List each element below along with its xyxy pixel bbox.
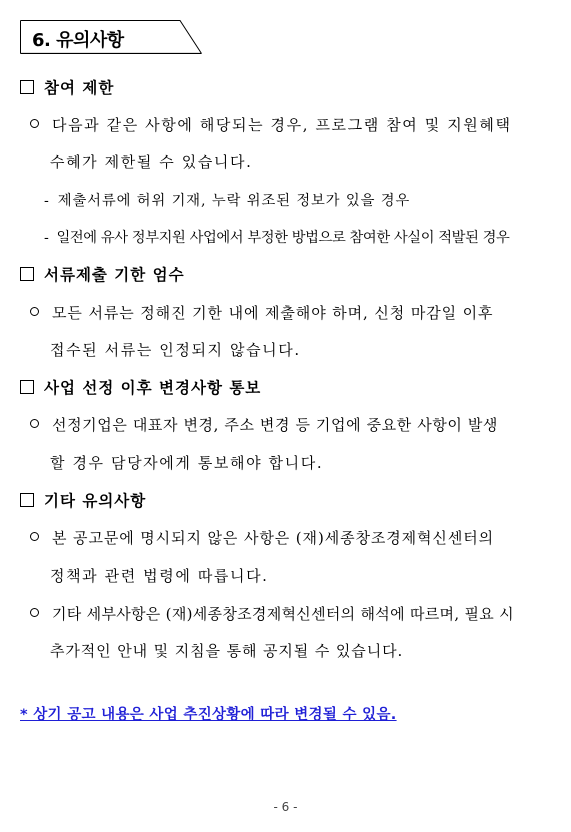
bullet-continuation: 할 경우 담당자에게 통보해야 합니다. bbox=[50, 454, 324, 472]
page-title: 6. 유의사항 bbox=[32, 30, 124, 51]
section-heading-participation-limit bbox=[20, 76, 114, 98]
page-number: - 6 - bbox=[273, 800, 298, 814]
dash-item bbox=[44, 227, 509, 247]
dash-bullet: - bbox=[44, 193, 50, 209]
bullet-continuation: 추가적인 안내 및 지침을 통해 공지될 수 있습니다. bbox=[50, 642, 404, 660]
section-heading-change-notice bbox=[20, 376, 261, 398]
bullet-text: 모든 서류는 정해진 기한 내에 제출해야 하며, 신청 마감일 이후 bbox=[52, 304, 494, 322]
dash-bullet: - bbox=[44, 230, 49, 246]
bullet-continuation: 접수된 서류는 인정되지 않습니다. bbox=[50, 341, 301, 359]
checkbox-square-icon bbox=[20, 493, 34, 507]
dash-text: 제출서류에 허위 기재, 누락 위조된 정보가 있을 경우 bbox=[57, 193, 411, 209]
section-heading-text: 기타 유의사항 bbox=[44, 491, 147, 510]
checkbox-square-icon bbox=[20, 380, 34, 394]
change-notice: * 상기 공고 내용은 사업 추진상황에 따라 변경될 수 있음. bbox=[20, 707, 397, 723]
circle-bullet-icon bbox=[30, 608, 39, 617]
section-heading-text: 서류제출 기한 엄수 bbox=[44, 265, 185, 284]
section-heading-deadline bbox=[20, 263, 185, 285]
dash-item bbox=[44, 190, 410, 210]
list-item bbox=[30, 527, 494, 548]
circle-bullet-icon bbox=[30, 532, 39, 541]
bullet-text: 본 공고문에 명시되지 않은 사항은 (재)세종창조경제혁신센터의 bbox=[52, 529, 494, 547]
bullet-continuation: 정책과 관련 법령에 따릅니다. bbox=[50, 567, 269, 585]
list-item bbox=[30, 114, 512, 135]
section-heading-text: 참여 제한 bbox=[44, 78, 115, 97]
section-heading-other-notes bbox=[20, 489, 146, 511]
circle-bullet-icon bbox=[30, 307, 39, 316]
list-item bbox=[30, 414, 498, 435]
bullet-continuation: 수혜가 제한될 수 있습니다. bbox=[50, 153, 253, 171]
dash-text: 일전에 유사 정부지원 사업에서 부정한 방법으로 참여한 사실이 적발된 경우 bbox=[56, 230, 510, 246]
list-item bbox=[30, 302, 493, 323]
bullet-text: 선정기업은 대표자 변경, 주소 변경 등 기업에 중요한 사항이 발생 bbox=[52, 416, 499, 434]
bullet-text: 다음과 같은 사항에 해당되는 경우, 프로그램 참여 및 지원혜택 bbox=[52, 116, 512, 134]
circle-bullet-icon bbox=[30, 119, 39, 128]
checkbox-square-icon bbox=[20, 80, 34, 94]
list-item bbox=[30, 603, 514, 624]
circle-bullet-icon bbox=[30, 419, 39, 428]
section-heading-text: 사업 선정 이후 변경사항 통보 bbox=[44, 378, 262, 397]
checkbox-square-icon bbox=[20, 267, 34, 281]
section-title-box bbox=[20, 20, 202, 54]
bullet-text: 기타 세부사항은 (재)세종창조경제혁신센터의 해석에 따르며, 필요 시 bbox=[52, 605, 514, 623]
